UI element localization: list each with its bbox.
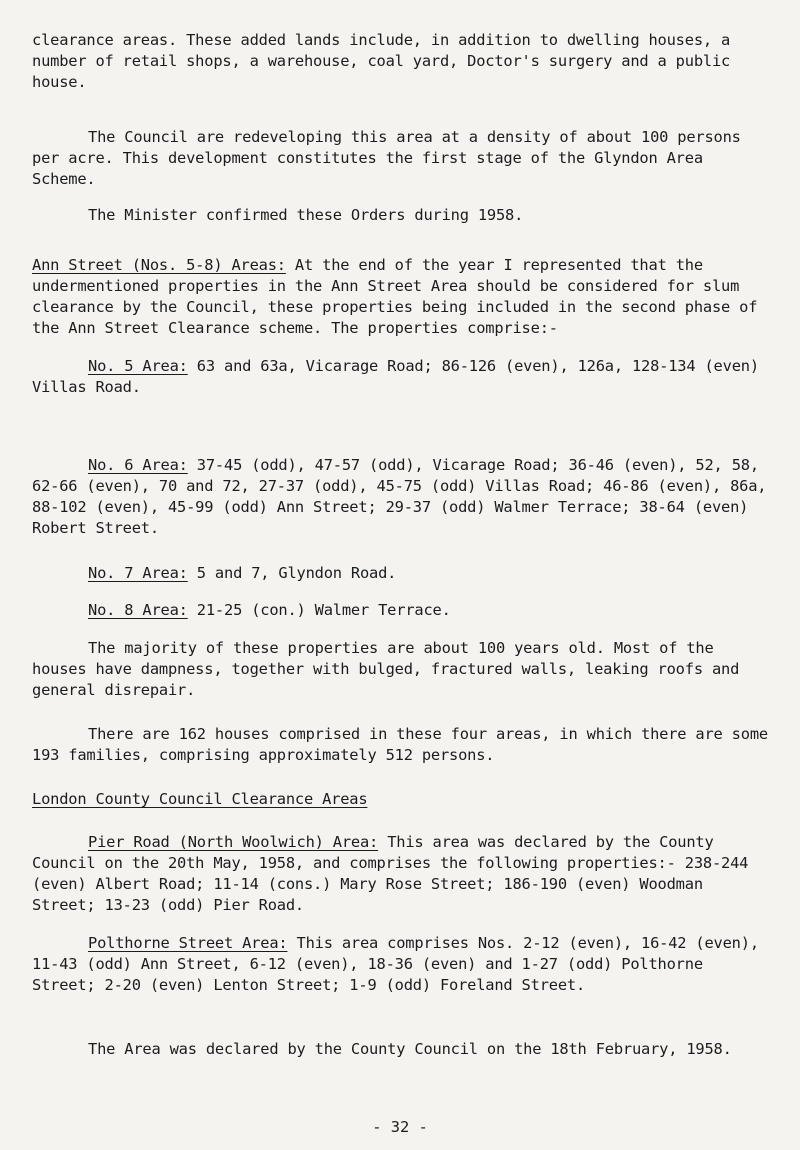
area-7-text: 5 and 7, Glyndon Road. <box>187 564 397 582</box>
polthorne-text: This area comprises Nos. 2-12 (even), 16-42 (even), 11-43 (odd) Ann Street, 6-12 (even), 18-36 (even) and 1-27 (odd) Polthorne Street; 2-20 (even) Lenton Street; 1-9 (odd) Foreland Street. <box>32 934 768 994</box>
paragraph-pier-road <box>32 832 772 916</box>
area-6-text: 37-45 (odd), 47-57 (odd), Vicarage Road; 36-46 (even), 52, 58, 62-66 (even), 70 and 72, 27-37 (odd), 45-75 (odd) Villas Road; 46-86 (even), 86a, 88-102 (even), 45-99 (odd) Ann Street; 29-37 (odd) Walmer Terrace; 38-64 (even) Robert Street. <box>32 456 776 537</box>
area-8-label: No. 8 Area: <box>88 601 188 619</box>
ann-street-text: At the end of the year I represented that the undermentioned properties in the Ann Street Area should be considered for slum clearance by the Council, these properties being included in the second phase of the Ann Street Clearance scheme. The properties comprise:- <box>32 256 767 337</box>
paragraph-area-7 <box>32 563 772 584</box>
paragraph-area-6 <box>32 455 776 539</box>
paragraph-ann-street <box>32 255 772 339</box>
pier-road-text: This area was declared by the County Council on the 20th May, 1958, and comprises the following properties:- 238-244 (even) Albert Road; 11-14 (cons.) Mary Rose Street; 186-190 (even) Woodman Street; 13-23 (odd) Pier Road. <box>32 833 758 914</box>
paragraph-declaration: The Area was declared by the County Council on the 18th February, 1958. <box>88 1040 732 1058</box>
paragraph-area-8 <box>32 600 772 621</box>
paragraph-redevelopment: The Council are redeveloping this area at a density of about 100 persons per acre. This development constitutes the first stage of the Glyndon Area Scheme. <box>32 128 750 188</box>
lcc-section-heading: London County Council Clearance Areas <box>32 790 368 808</box>
area-5-text: 63 and 63a, Vicarage Road; 86-126 (even), 126a, 128-134 (even) Villas Road. <box>32 357 768 396</box>
ann-street-heading: Ann Street (Nos. 5-8) Areas: <box>32 256 286 274</box>
paragraph-condition: The majority of these properties are about 100 years old. Most of the houses have dampness, together with bulged, fractured walls, leaking roofs and general disrepair. <box>32 639 749 699</box>
polthorne-label: Polthorne Street Area: <box>88 934 288 952</box>
paragraph-minister: The Minister confirmed these Orders during 1958. <box>88 206 524 224</box>
paragraph-houses-count: There are 162 houses comprised in these four areas, in which there are some 193 families, comprising approximately 512 persons. <box>32 725 778 764</box>
area-7-label: No. 7 Area: <box>88 564 188 582</box>
area-5-label: No. 5 Area: <box>88 357 188 375</box>
area-8-text: 21-25 (con.) Walmer Terrace. <box>187 601 451 619</box>
paragraph-area-5 <box>32 356 772 398</box>
paragraph-clearance-areas: clearance areas. These added lands include, in addition to dwelling houses, a number of retail shops, a warehouse, coal yard, Doctor's surgery and a public house. <box>32 31 740 91</box>
pier-road-label: Pier Road (North Woolwich) Area: <box>88 833 379 851</box>
paragraph-polthorne <box>32 933 772 996</box>
page-number: - 32 - <box>372 1118 428 1136</box>
area-6-label: No. 6 Area: <box>88 456 188 474</box>
